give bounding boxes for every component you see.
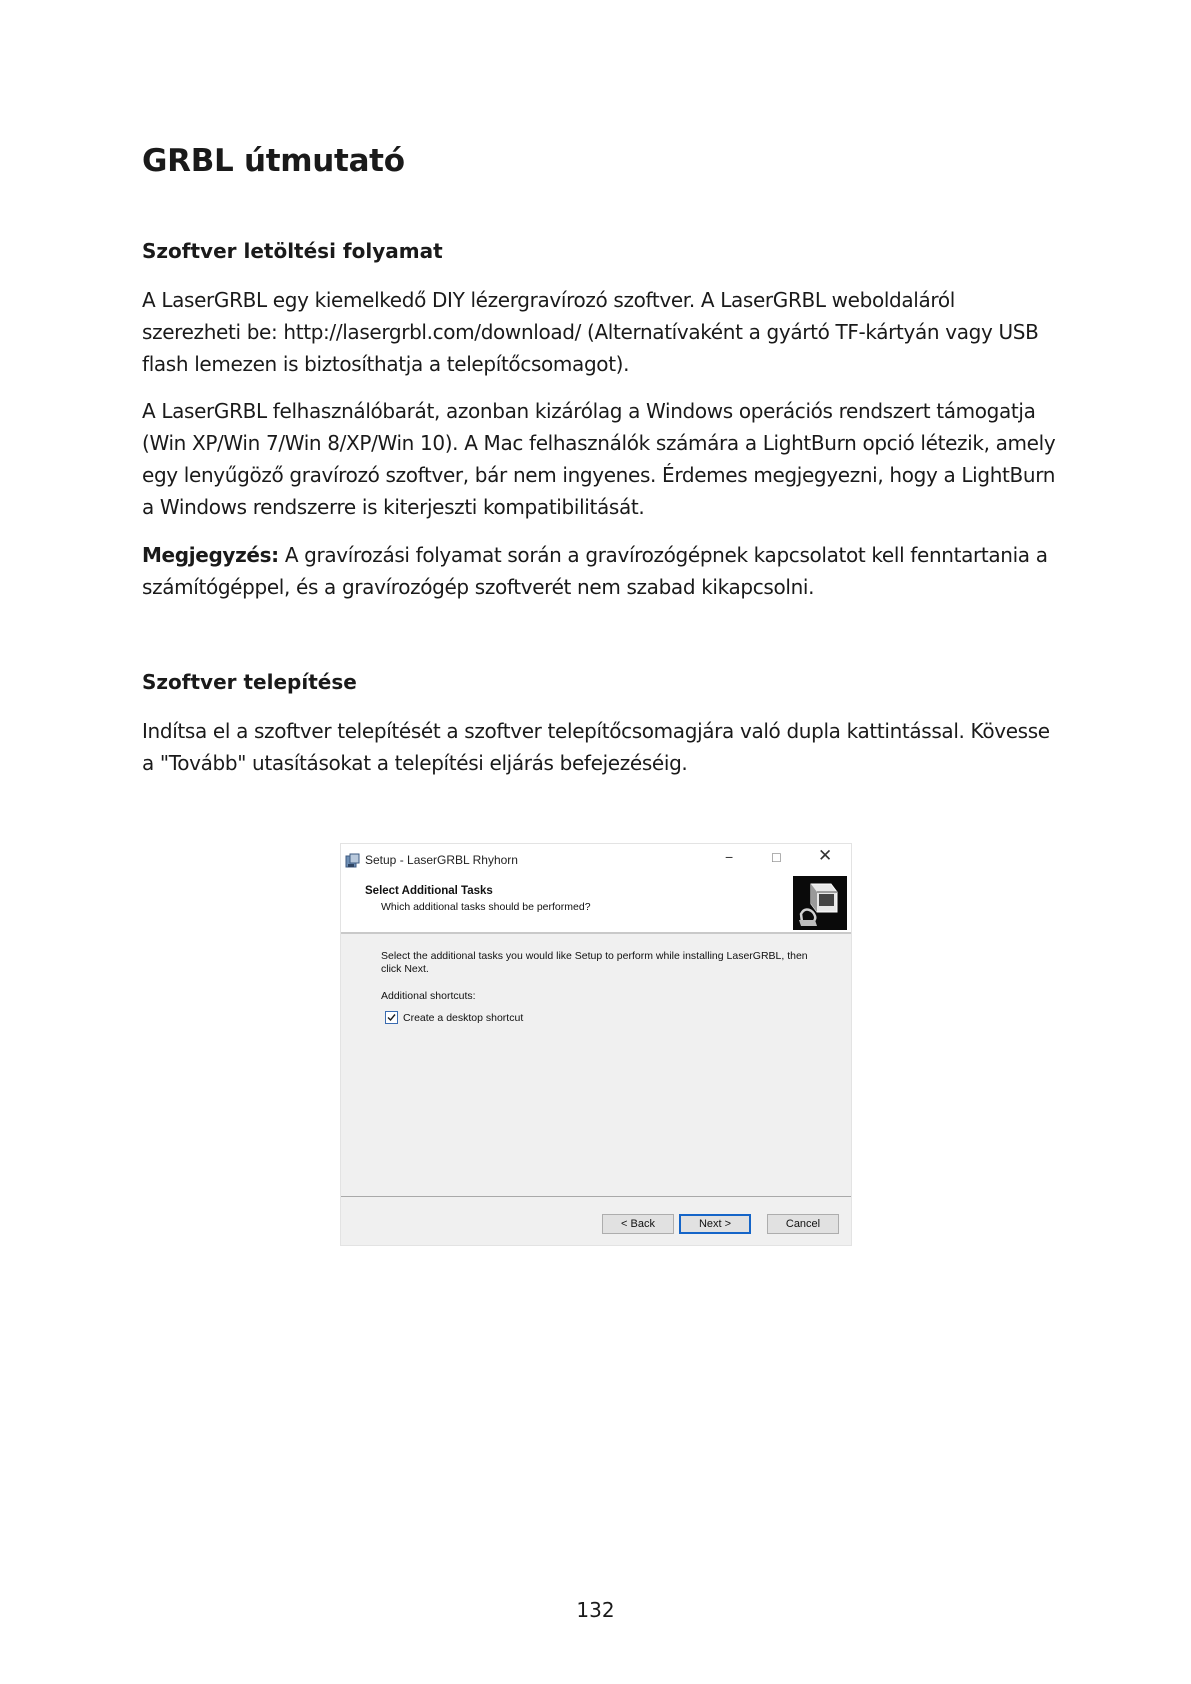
computer-setup-logo: [793, 876, 847, 930]
installer-icon: [345, 853, 361, 869]
desktop-shortcut-checkbox[interactable]: [385, 1011, 398, 1024]
next-button[interactable]: Next >: [679, 1214, 751, 1234]
minimize-button[interactable]: −: [725, 849, 734, 865]
setup-dialog-screenshot: [340, 843, 852, 1246]
section-heading-install: Szoftver telepítése: [142, 670, 357, 694]
page-title: GRBL útmutató: [142, 143, 405, 179]
dialog-header-title: Select Additional Tasks: [365, 885, 493, 897]
footer-divider: [341, 1196, 851, 1197]
page-number: 132: [576, 1598, 615, 1622]
desktop-shortcut-label: Create a desktop shortcut: [403, 1011, 524, 1024]
maximize-button[interactable]: ☐: [771, 851, 782, 865]
additional-shortcuts-label: Additional shortcuts:: [381, 990, 476, 1002]
dialog-titlebar: [341, 844, 851, 874]
close-button[interactable]: ✕: [818, 846, 833, 865]
dialog-header-subtitle: Which additional tasks should be performed?: [381, 901, 591, 913]
note-text: A gravírozási folyamat során a gravírozógépnek kapcsolatot kell fenntartania a számítógéppel, és a gravírozógép szoftverét nem szabad kikapcsolni.: [142, 543, 1048, 599]
paragraph-compatibility: A LaserGRBL felhasználóbarát, azonban kizárólag a Windows operációs rendszert támogatja (Win XP/Win 7/Win 8/XP/Win 10). A Mac felhasználók számára a LightBurn opció létezik, amely egy lenyűgöző gravírozó szoftver, bár nem ingyenes. Érdemes megjegyezni, hogy a LightBurn a Windows rendszerre is kiterjeszti kompatibilitását.: [142, 399, 1056, 519]
desktop-shortcut-option[interactable]: [385, 1011, 523, 1024]
dialog-instructions: Select the additional tasks you would like Setup to perform while installing LaserGRBL, then click Next.: [381, 950, 808, 975]
header-divider: [341, 932, 851, 934]
cancel-button[interactable]: Cancel: [767, 1214, 839, 1234]
paragraph-download-intro: A LaserGRBL egy kiemelkedő DIY lézergravírozó szoftver. A LaserGRBL weboldaláról szerezheti be: http://lasergrbl.com/download/ (Alternatívaként a gyártó TF-kártyán vagy USB flash lemezen is biztosíthatja a telepítőcsomagot).: [142, 288, 1039, 376]
paragraph-note: [142, 539, 1057, 603]
checkmark-icon: [386, 1012, 397, 1023]
section-heading-download: Szoftver letöltési folyamat: [142, 239, 443, 263]
paragraph-install: Indítsa el a szoftver telepítését a szoftver telepítőcsomagjára való dupla kattintással. Kövesse a "Tovább" utasításokat a telepítési eljárás befejezéséig.: [142, 719, 1050, 775]
dialog-header: [341, 874, 851, 932]
back-button[interactable]: < Back: [602, 1214, 674, 1234]
dialog-title: Setup - LaserGRBL Rhyhorn: [365, 853, 518, 867]
note-label: Megjegyzés:: [142, 543, 279, 567]
